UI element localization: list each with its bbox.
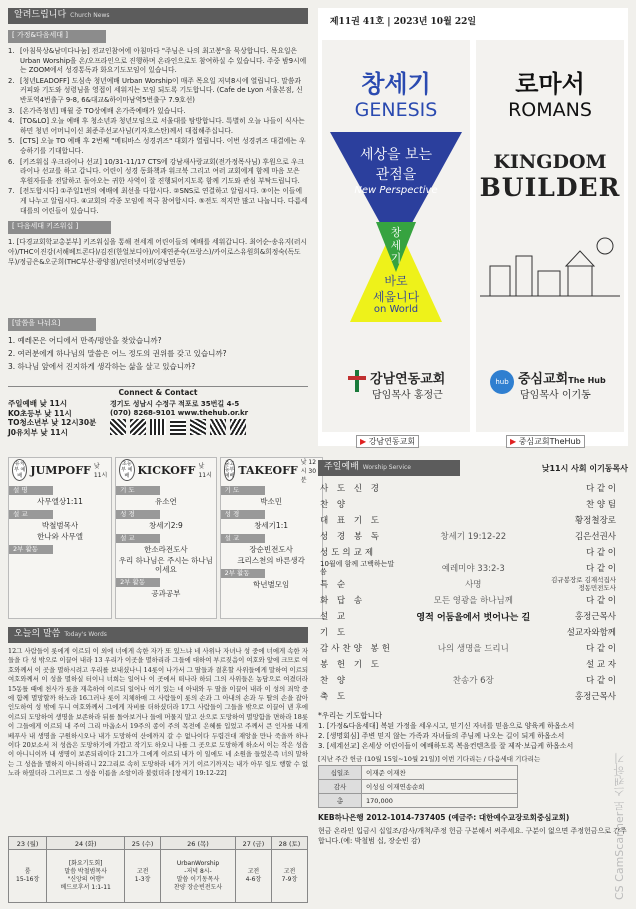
schedule-day-body: 고전 4-6장: [235, 850, 271, 903]
news-item-text: [키즈워십 우크라이나 선교] 10/31-11/17 CTS에 강남새사랑교회(전가정목사님) 후원으로 우크라이나 선교를 하고 갑니다. 어린이 성경 동화책과 워크북 그리고 여러 교회에게 함께 마음 모은 후원자들을 전달하고 돌아오는 귀한 사역이 잘 진행되어지도록 함께 기도와 관심 부탁드립니다.: [20, 157, 305, 185]
kids-row-value: 크리스천의 바른생각: [237, 556, 305, 565]
church-left-name: 강남연동교회: [370, 372, 446, 387]
service-header: [318, 460, 460, 476]
news-section2-title: [ 다음세대 키즈워십 ]: [8, 221, 111, 234]
contact-address: 경기도 성남시 수정구 적포로 35번길 4-5: [110, 400, 240, 408]
contact-service-time: 주일예배 낮 11시: [8, 399, 68, 408]
news-section: [8, 8, 308, 293]
offering-value: 이성심 이재연송순희: [362, 780, 518, 794]
schedule-day-body: 룸 15-16장: [9, 850, 47, 903]
news-header: [8, 8, 308, 24]
word-header: [8, 627, 308, 643]
service-row: [318, 576, 618, 592]
kids-card: [115, 457, 217, 619]
service-header-row: [318, 460, 628, 476]
schedule-day-body: 고전 7-9장: [271, 850, 307, 903]
kids-title: TAKEOFF: [238, 463, 298, 477]
yt-right-label: 중심교회TheHub: [518, 437, 581, 446]
news-item-text: [온가족청년] 매월 중 TO상예배 온가족예배가 있습니다.: [20, 106, 186, 115]
kids-card-header: [116, 458, 216, 482]
service-row-right: 설교자와함께: [566, 628, 616, 638]
contact-services: [8, 399, 108, 437]
service-row-mid: [398, 512, 549, 528]
kids-row-value: 우리 하나님은 주시는 하나님이세요: [118, 556, 213, 574]
offering-value: 170,000: [362, 794, 518, 808]
schedule-day-body: 고전 1-3장: [125, 850, 161, 903]
issue-line: 제11권 41호 | 2023년 10월 22일: [329, 17, 477, 27]
service-row: [318, 592, 618, 608]
scanner-watermark: CS CamScanner로 스캔하기: [613, 753, 626, 900]
contact-section: [8, 386, 308, 438]
kids-row-label: 2부 활동: [9, 545, 53, 554]
youtube-icon: ▶: [360, 437, 367, 446]
sharing-questions: [8, 334, 308, 373]
service-row-right: 다 같 이: [585, 644, 616, 654]
church-right-kor: 중심교회: [518, 372, 569, 387]
bot-text-2: 세웁니다: [372, 290, 420, 304]
news-items: [8, 47, 308, 216]
service-row: [318, 496, 618, 512]
service-row-label: 성 경 봉 독: [320, 532, 382, 542]
offering-row: [319, 766, 518, 780]
sharing-question: 2. 여러분에게 하나님의 말씀은 어느 정도의 권위를 갖고 있습니까?: [8, 349, 227, 358]
service-row-right: 황정철장로: [574, 516, 616, 526]
qr-code-icon[interactable]: [150, 419, 166, 435]
cross-icon: [348, 370, 366, 392]
schedule-day-head: 25 (수): [125, 837, 161, 850]
qr-code-icon[interactable]: [230, 419, 246, 435]
kids-card-header: [221, 458, 322, 482]
news-item: [8, 158, 308, 187]
service-row: [318, 656, 618, 672]
sharing-header: [말씀을 나눠요]: [8, 318, 96, 331]
kids-row-value: 공과공부: [151, 589, 181, 598]
offering-footer: 현금 온라인 입금시 십일조/감사/개척/주정 헌금 구분해서 써주세요. 구분이 없으면 주정헌금으로 간주합니다.(예: 박철범 십, 장순빈 감): [318, 827, 627, 845]
service-row: [318, 528, 618, 544]
word-section: [8, 627, 308, 847]
service-header-sub: Worship Service: [362, 464, 411, 471]
kids-row-label: 성 경: [116, 510, 160, 519]
service-row-right: 다 같 이: [585, 484, 616, 494]
builder-text: BUILDER: [479, 173, 621, 202]
service-row-mid: [398, 624, 549, 640]
news-item2: 1. [다경교회학교총분부] 키즈워십을 통해 전세계 어린이들의 예배를 세워갑니다. 최어순-송유지(러시아)/THC이진강(서해베트콘다)/김진(한얼보디아)/이재연준숙(프랑스)/카이로스유원희&희정숙(독도무)/정금은&오군희(THC부산·광양점)/인터넷서버(강남연동): [8, 238, 307, 267]
schedule-day-head: 27 (금): [235, 837, 271, 850]
service-row-mid: 모든 영광을 하나님께: [433, 596, 513, 606]
cover-left-kor: 창세기: [361, 70, 431, 98]
service-row-label: 찬 양: [320, 500, 349, 510]
kids-row-value: 창세기1:1: [254, 521, 288, 530]
kids-card: [8, 457, 112, 619]
service-row: [318, 560, 618, 576]
schedule-day-body: [화요기도회] 말씀 박철범목사 "신앙의 여행" 베드로후서 1:1-11: [47, 850, 125, 903]
service-row-label: 성도의교제: [320, 548, 377, 558]
news-item-text: [전도합시다] ①주일1번의 예배에 최선을 다합시다. ②SNS로 연결하고 알립시다. ③이는 이들에게 나누고 알립시다. ④교회의 각종 모임에 적극 참여합시다. ⑤전도 적지만 많고 나눕니다. 다름세대를의 어린들이 있습니다.: [20, 187, 308, 215]
schedule-day-head: 24 (화): [47, 837, 125, 850]
offering-key: 총: [319, 794, 362, 808]
schedule-day-head: 26 (목): [161, 837, 236, 850]
news-item-number: 2.: [8, 76, 15, 85]
contact-service-time: J0유치부 낮 11시: [8, 427, 68, 437]
qr-code-icon[interactable]: [210, 419, 226, 435]
service-row-right: 다 같 이: [585, 564, 616, 574]
offering-note: [지난 주간 헌금 (10월 15일~10월 21일)] 이번 기다리는 / 다음세대 기다리는: [318, 755, 541, 763]
offering-row: [319, 780, 518, 794]
service-row-mid: [398, 688, 549, 704]
service-row-right: 다 같 이: [585, 548, 616, 558]
service-row: [318, 608, 618, 624]
word-header-sub: Today's Words: [64, 631, 107, 638]
pastor-right: 담임목사 이기동: [520, 390, 591, 401]
offering-key: 십일조: [319, 766, 362, 780]
kids-row-value: 사무엘상1:11: [37, 497, 83, 506]
prayer-items: [318, 721, 628, 751]
service-row: [318, 624, 618, 640]
yt-right[interactable]: [506, 435, 585, 448]
bank-info: KEB하나은행 2012-1014-737405 (예금주: 대한예수교장로회중심교회): [318, 813, 570, 822]
mid-text: 창세기: [390, 226, 402, 265]
yt-left-label: 강남연동교회: [368, 437, 416, 446]
service-row-mid: [398, 480, 549, 496]
offering-row: [319, 794, 518, 808]
service-row-right: 김은선권사: [574, 532, 616, 542]
kids-row-value: 창세기2:9: [148, 521, 183, 530]
service-row: [318, 688, 618, 704]
service-row-label: 10월에 함께 고백하는말씀: [320, 560, 395, 576]
news-item-number: 3.: [8, 106, 15, 115]
pastor-left: 담임목사 홍정근: [372, 390, 443, 401]
service-row-label: 축 도: [320, 692, 349, 702]
schedule-day-body: UrbanWorship -저녁 8시- 말씀 이기동목사 찬양 장순빈전도사: [161, 850, 236, 903]
service-row-mid: [398, 544, 549, 560]
news-item: [8, 187, 308, 216]
sharing-question: 3. 하나님 앞에서 진지하게 생각하는 삶을 살고 있습니까?: [8, 362, 196, 371]
kids-card: [220, 457, 323, 619]
news-item-number: 1.: [8, 47, 15, 55]
kingdom-text: KINGDOM: [493, 151, 607, 173]
news-item-number: 7.: [8, 187, 15, 196]
cover-right-panel: [476, 40, 624, 446]
service-row: [318, 512, 618, 528]
cover-left-panel: [322, 40, 470, 446]
service-row-label: 봉 헌 기 도: [320, 660, 382, 670]
service-row-mid: 찬송가 6장: [452, 676, 494, 686]
cover-right-eng: ROMANS: [508, 99, 592, 121]
offering-value: 이재준 이재찬: [362, 766, 518, 780]
service-time: 낮11시 사회 이기동목사: [541, 463, 628, 473]
tri-text-1: 세상을 보는: [359, 147, 433, 163]
offering-key: 감사: [319, 780, 362, 794]
news-item-number: 4.: [8, 117, 15, 126]
kids-card-header: [9, 458, 111, 482]
cover: [318, 8, 628, 446]
kids-badge: 유치부 예배: [12, 459, 27, 481]
kids-row-label: 기 도: [221, 486, 265, 495]
cover-right-kor: 로마서: [515, 70, 585, 98]
tri-text-3: New Perspective: [354, 185, 438, 196]
church-right-eng: The Hub: [568, 376, 606, 385]
kids-row-value: 박소민: [260, 497, 282, 506]
qr-code-icons[interactable]: [110, 419, 300, 435]
kids-row-label: 2부 활동: [116, 578, 160, 587]
contact-service-time: KO초등부 낮 11시: [8, 408, 72, 418]
offering-table: [318, 765, 518, 808]
contact-phone: (070) 8268-9101 www.thehub.or.kr: [110, 409, 249, 417]
service-row: [318, 672, 618, 688]
service-row-label: 찬 양: [320, 676, 349, 686]
kids-row-value: 박철범목사: [41, 521, 79, 530]
news-item-number: 5.: [8, 137, 15, 146]
news-item-text: [청년LEADOFF] 도심속 청년예배 Urban Worship이 매주 목요일 저녁8시에 열립니다. 말씀과 커피와 기도와 성령님을 영접이 세워지는 모임 되도록 기도합니다. (Cafe de Lyon 서울본점, 신반포역4번출구 9-8, 6&대교&하이마남역5번출구 7.9호선): [20, 76, 303, 104]
news-item-text: [CTS] 오늘 TO 예배 후 2번째 "메티바스 성경퀴즈" 대회가 열립니다. 이번 성경퀴즈 대결에는 우승하기를 기대합니다.: [20, 137, 306, 155]
service-row-mid: [398, 496, 549, 512]
service-row-label: 감사찬양 봉헌: [320, 644, 393, 654]
youtube-icon: ▶: [510, 437, 517, 446]
news-item: [8, 107, 308, 117]
service-row-label: 설 교: [320, 612, 349, 622]
kids-row-label: 2부 활동: [221, 569, 265, 578]
sharing-question: 1. 예레몬은 어디에서 만족/평안을 찾았습니까?: [8, 336, 162, 345]
service-row-mid: 나의 생명을 드리니: [437, 644, 509, 654]
news-item-text: [TO&LO] 오늘 예배 후 청소년과 청년모임으로 서울대를 탐방합니다. 특별히 오늘 나들이 식사는 하민 청년 어머니이신 최준주선교사님(키자흐스탄)께서 대접해주십니다.: [20, 117, 305, 135]
news-header-sub: Church News: [70, 12, 110, 19]
tri-text-2: 관점을: [375, 167, 417, 183]
qr-code-icon[interactable]: [130, 419, 146, 435]
kids-badge: 중고등부 예배: [224, 461, 235, 479]
service-row-right: 설 교 자: [585, 660, 616, 670]
church-right-name: [518, 368, 606, 387]
prayer-item: 2. [생명회심] 주변 믿지 않는 가족과 자녀들의 주님께 나오는 길이 되게 하옵소서: [318, 732, 565, 740]
news-item: [8, 137, 308, 156]
kids-time: 낮 12시 30분: [300, 458, 317, 484]
service-row-right: 찬 양 팀: [585, 500, 616, 510]
word-text: 12그 사람들이 롯에게 이르되 이 외에 너에게 속한 자가 또 있느냐 네 사위나 자녀나 성 중에 너에게 속한 자들을 다 성 밖으로 이끌어 내라 13 우리가 이곳을 멸하리라 그들에 대하여 부르짖음이 여호와 앞에 크므로 여호와께서 이 곳을 멸하시려고 우리를 보내셨나니 14롯이 나가서 그 딸들과 결혼할 사위들에게 말하여 이르되 여호와께서 이 성을 멸하실 터이니 너희는 일어나 이 곳에서 떠나라 하되 그의 사위들은 농담으로 여겼더라 15동틀 때에 천사가 롯을 재촉하여 이르되 일어나 여기 있는 네 아내와 두 딸을 이끌어 내라 이 성의 죄악 중에 함께 멸망할까 하노라 16그러나 롯이 지체하매 그 사람들이 롯의 손과 그 아내의 손과 두 딸의 손을 잡아 인도하여 성 밖에 두니 여호와께서 그에게 자비를 더하셨더라 17그 사람들이 그들을 밖으로 이끌어 낸 후에 이르되 도망하여 생명을 보존하라 뒤를 돌아보거나 들에 머물지 말고 산으로 도망하여 멸망함을 면하라 18롯이 그들에게 이르되 내 주여 그리 마옵소서 19주의 종이 주의 목전에 은혜를 입었고 주께서 큰 인자를 내게 베푸사 내 생명을 구원하시오나 내가 도망하여 산에까지 갈 수 없나이다 두렵건대 재앙을 만나 죽을까 하나이다 20보소서 저 성읍은 도망하기에 가깝고 작기도 하오니 나를 그 곳으로 도망하게 하소서 이는 작은 성읍이 아니니이까 내 생명이 보존되리이다 21그가 그에게 이르되 내가 이 일에도 네 소원을 들었은즉 너의 말하는 그 성읍을 멸하지 아니하리니 22그리로 속히 도망하라 네가 거기 이르기까지는 내가 아무 일도 행할 수 없노라 하였더라 그러므로 그 성읍 이름을 소알이라 불렀더라 [창세기 19:12-22]: [8, 647, 308, 778]
service-row-right: 김규봉장로 김재석집사 정동민전도사: [551, 576, 616, 592]
service-row-right: 홍정근목사: [574, 692, 616, 702]
service-order-table: [318, 480, 618, 704]
news-header-title: 알려드립니다: [14, 10, 67, 20]
kids-row-value: 한나와 사무엘: [37, 532, 83, 541]
service-row: [318, 480, 618, 496]
service-row-mid: 영적 어둠을에서 벗어나는 길: [416, 612, 531, 623]
kids-title: KICKOFF: [137, 463, 196, 477]
kids-time: 낮 11시: [93, 463, 108, 479]
word-header-title: 오늘의 말씀: [14, 629, 61, 639]
prayer-item: 1. [가정&다음세대] 복된 가정을 세우시고, 믿기신 자녀를 믿음으로 양육케 하옵소서: [318, 722, 575, 730]
schedule-day-head: 23 (월): [9, 837, 47, 850]
service-row: [318, 544, 618, 560]
kids-section: [8, 457, 317, 619]
qr-code-icon[interactable]: [190, 419, 206, 435]
schedule-day-head: 28 (토): [271, 837, 307, 850]
hub-logo-icon: hub: [490, 370, 514, 394]
contact-service-time: TO청소년부 낮 12시30분: [8, 418, 97, 427]
kids-row-label: 설 교: [116, 534, 160, 543]
kids-row-label: 설 교: [9, 510, 53, 519]
service-row-label: 특 순: [320, 580, 349, 590]
service-row: [318, 640, 618, 656]
service-section: [318, 460, 628, 900]
service-row-mid: 사명: [465, 580, 482, 590]
schedule-grid: [8, 836, 308, 903]
kids-row-value: 유소연: [154, 497, 177, 506]
service-row-label: 화 답 송: [320, 596, 366, 606]
kids-badge: 초등부 예배: [119, 459, 134, 481]
news-item: [8, 117, 308, 136]
service-header-title: 주일예배: [324, 462, 359, 472]
kids-row-label: 성 경: [221, 510, 265, 519]
cover-left-eng: GENESIS: [354, 99, 438, 121]
yt-left[interactable]: [356, 435, 419, 448]
news-item: [8, 47, 308, 76]
prayer-item: 3. [세계선교] 온세상 어린이들이 예배하도록 복음컨텐츠를 잘 제작·보급케 하옵소서: [318, 742, 574, 750]
qr-code-icon[interactable]: [110, 419, 126, 435]
city-illustration: [480, 226, 620, 306]
sharing-section: [8, 318, 308, 384]
kids-row-label: 기 도: [116, 486, 160, 495]
service-row-mid: 예레미야 33:2-3: [441, 564, 505, 574]
contact-title: Connect & Contact: [118, 388, 198, 397]
service-row-label: 기 도: [320, 628, 349, 638]
kids-row-value: 장순빈전도사: [249, 545, 293, 554]
service-row-mid: 창세기 19:12-22: [440, 532, 507, 542]
qr-code-icon[interactable]: [170, 419, 186, 435]
service-row-label: 사 도 신 경: [320, 484, 382, 494]
prayer-title: *우리는 기도합니다: [318, 711, 383, 720]
news-item-number: 6.: [8, 157, 15, 166]
kids-row-value: 한소라전도사: [144, 545, 188, 554]
kids-row-label: 설 교: [221, 534, 265, 543]
kids-time: 낮 11시: [198, 463, 212, 479]
service-row-mid: [398, 656, 549, 672]
service-row-right: 다 같 이: [585, 596, 616, 606]
service-row-right: 다 같 이: [585, 676, 616, 686]
schedule-table: [8, 836, 308, 902]
service-row-label: 대 표 기 도: [320, 516, 382, 526]
news-item-text: [아침묵상&남미다나눔] 전교인참여에 아침마다 "주님은 나의 최고봉"을 묵상합니다. 목요일은 Urban Worship을 온/오프라인으로 진행하며 온라인으로도 참여하실 수 있습니다. 주중 밤9시에는 ZOOM에서 성경통독과 화요기도모임이 있습니다.: [20, 47, 307, 75]
kids-row-value: 학년별모임: [252, 580, 290, 589]
news-section1-title: [ 가정&다음세대 ]: [8, 30, 106, 43]
service-row-right: 홍정근목사: [574, 612, 616, 622]
bot-text-1: 바로: [384, 274, 408, 288]
bot-text-3: on World: [373, 304, 419, 315]
kids-row-label: 설 명: [9, 486, 53, 495]
kids-title: JUMPOFF: [30, 463, 91, 477]
news-item: [8, 77, 308, 106]
